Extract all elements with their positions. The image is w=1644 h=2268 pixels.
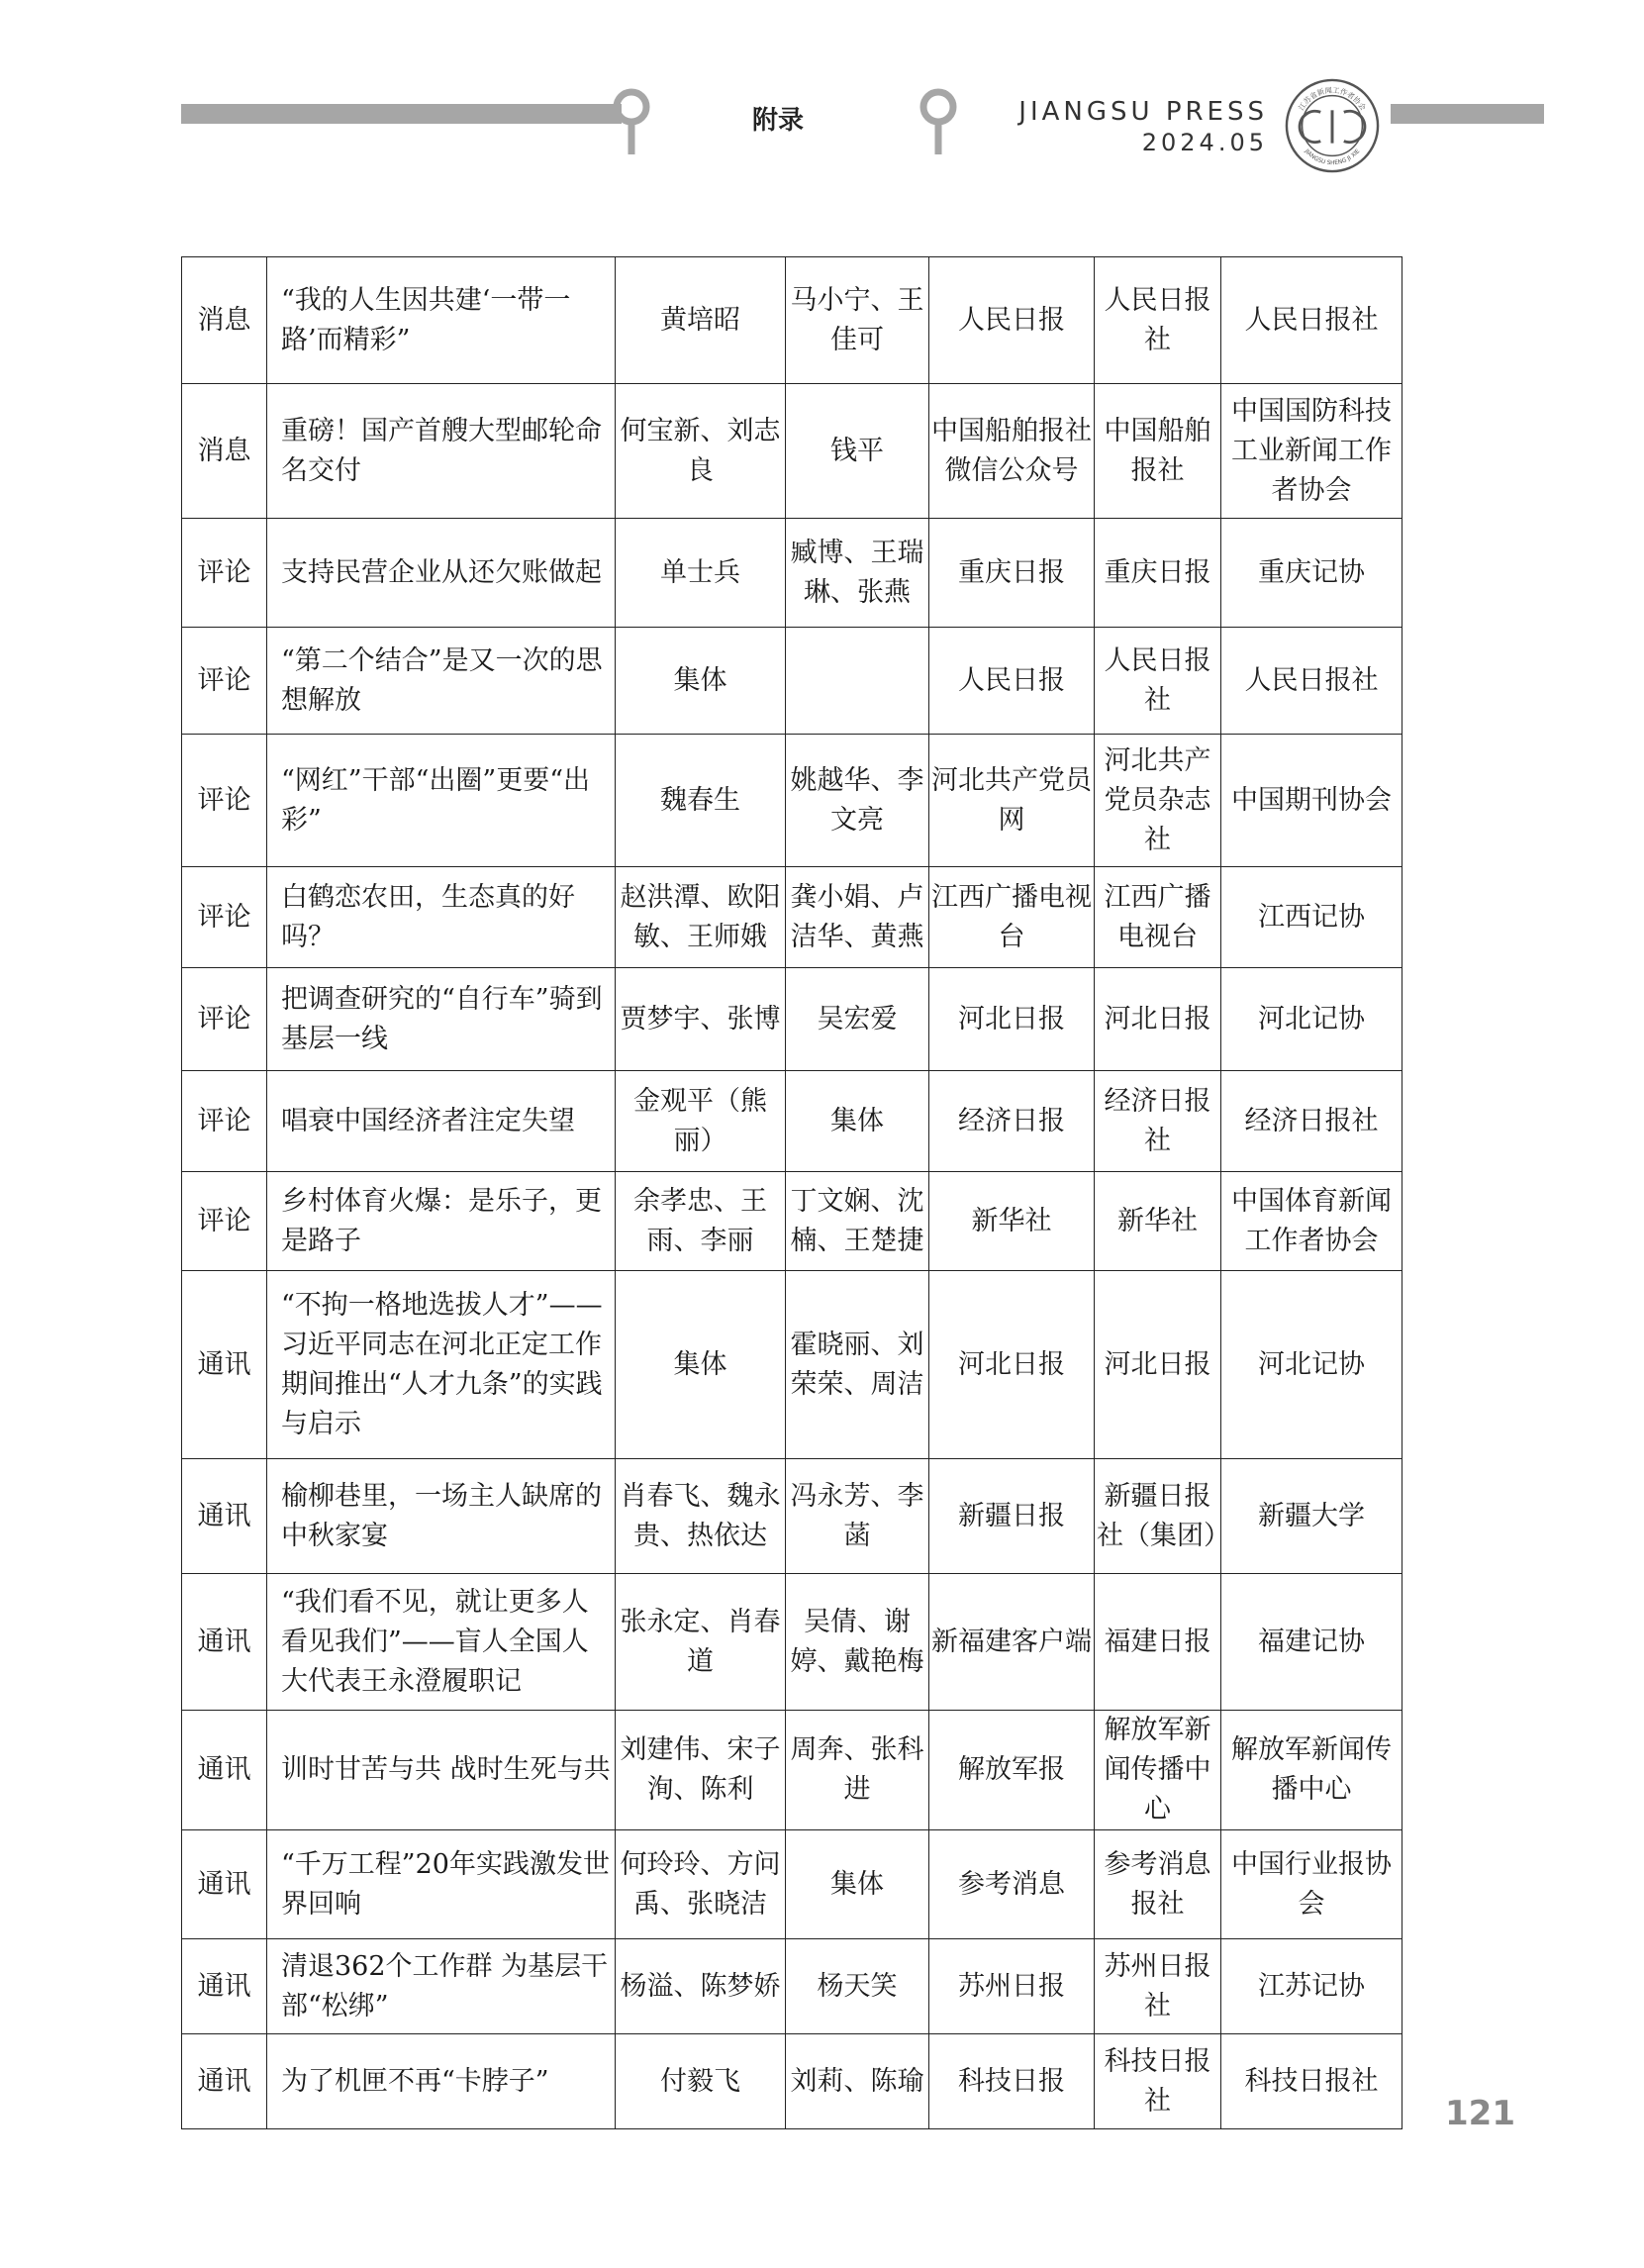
cell-authors: 集体	[616, 1271, 786, 1459]
cell-publisher: 经济日报社	[1095, 1071, 1221, 1172]
cell-media: 江西广播电视台	[929, 867, 1095, 968]
cell-recommender: 经济日报社	[1221, 1071, 1402, 1172]
cell-publisher: 中国船舶报社	[1095, 384, 1221, 519]
association-seal-logo	[1284, 77, 1381, 174]
cell-media: 人民日报	[929, 257, 1095, 384]
cell-type: 评论	[182, 735, 267, 867]
cell-title: 重磅！国产首艘大型邮轮命名交付	[267, 384, 616, 519]
cell-recommender: 科技日报社	[1221, 2034, 1402, 2129]
cell-authors: 杨溢、陈梦娇	[616, 1939, 786, 2034]
cell-recommender: 人民日报社	[1221, 628, 1402, 735]
cell-publisher: 河北共产党员杂志社	[1095, 735, 1221, 867]
cell-editors	[786, 628, 929, 735]
cell-title: 清退362个工作群 为基层干部“松绑”	[267, 1939, 616, 2034]
cell-title: 为了机匣不再“卡脖子”	[267, 2034, 616, 2129]
cell-editors: 冯永芳、李菡	[786, 1459, 929, 1574]
cell-authors: 何玲玲、方问禹、张晓洁	[616, 1830, 786, 1939]
cell-recommender: 中国国防科技工业新闻工作者协会	[1221, 384, 1402, 519]
cell-publisher: 解放军新闻传播中心	[1095, 1711, 1221, 1830]
cell-authors: 集体	[616, 628, 786, 735]
cell-editors: 集体	[786, 1830, 929, 1939]
cell-recommender: 中国期刊协会	[1221, 735, 1402, 867]
table-row	[182, 1939, 1402, 2034]
cell-type: 消息	[182, 257, 267, 384]
cell-editors: 丁文娴、沈楠、王楚捷	[786, 1172, 929, 1271]
header-bar-right	[1391, 104, 1544, 124]
table-row	[182, 628, 1402, 735]
awards-table-body	[182, 257, 1402, 2129]
cell-editors: 刘莉、陈瑜	[786, 2034, 929, 2129]
cell-media: 科技日报	[929, 2034, 1095, 2129]
table-row	[182, 2034, 1402, 2129]
cell-title: 乡村体育火爆：是乐子，更是路子	[267, 1172, 616, 1271]
table-row	[182, 1172, 1402, 1271]
cell-editors: 霍晓丽、刘荣荣、周洁	[786, 1271, 929, 1459]
cell-recommender: 江苏记协	[1221, 1939, 1402, 2034]
table-row	[182, 968, 1402, 1071]
cell-authors: 金观平（熊丽）	[616, 1071, 786, 1172]
cell-recommender: 江西记协	[1221, 867, 1402, 968]
svg-text:JIANGSU SHENG JI XIE: JIANGSU SHENG JI XIE	[1303, 148, 1362, 167]
cell-editors: 集体	[786, 1071, 929, 1172]
cell-editors: 龚小娟、卢洁华、黄燕	[786, 867, 929, 968]
cell-media: 新福建客户端	[929, 1574, 1095, 1711]
cell-media: 新华社	[929, 1172, 1095, 1271]
cell-title: “我们看不见，就让更多人看见我们”——盲人全国人大代表王永澄履职记	[267, 1574, 616, 1711]
cell-title: 榆柳巷里，一场主人缺席的中秋家宴	[267, 1459, 616, 1574]
table-row	[182, 1459, 1402, 1574]
press-name: JIANGSU PRESS	[1018, 97, 1268, 127]
cell-media: 河北共产党员网	[929, 735, 1095, 867]
cell-publisher: 福建日报	[1095, 1574, 1221, 1711]
table-row	[182, 1711, 1402, 1830]
cell-publisher: 人民日报社	[1095, 628, 1221, 735]
table-row	[182, 384, 1402, 519]
table-row	[182, 1271, 1402, 1459]
cell-editors: 杨天笑	[786, 1939, 929, 2034]
cell-type: 评论	[182, 519, 267, 628]
cell-publisher: 河北日报	[1095, 968, 1221, 1071]
cell-type: 评论	[182, 628, 267, 735]
cell-authors: 余孝忠、王雨、李丽	[616, 1172, 786, 1271]
cell-publisher: 参考消息报社	[1095, 1830, 1221, 1939]
cell-title: “第二个结合”是又一次的思想解放	[267, 628, 616, 735]
table-row	[182, 1574, 1402, 1711]
cell-media: 河北日报	[929, 968, 1095, 1071]
cell-recommender: 福建记协	[1221, 1574, 1402, 1711]
cell-media: 参考消息	[929, 1830, 1095, 1939]
table-row	[182, 1830, 1402, 1939]
cell-editors: 臧博、王瑞琳、张燕	[786, 519, 929, 628]
cell-editors: 钱平	[786, 384, 929, 519]
cell-authors: 刘建伟、宋子洵、陈利	[616, 1711, 786, 1830]
cell-title: 支持民营企业从还欠账做起	[267, 519, 616, 628]
cell-authors: 黄培昭	[616, 257, 786, 384]
awards-table	[181, 256, 1402, 2129]
table-row	[182, 1071, 1402, 1172]
cell-title: “我的人生因共建‘一带一路’而精彩”	[267, 257, 616, 384]
cell-recommender: 重庆记协	[1221, 519, 1402, 628]
cell-title: “千万工程”20年实践激发世界回响	[267, 1830, 616, 1939]
cell-media: 经济日报	[929, 1071, 1095, 1172]
pin-icon	[612, 87, 651, 156]
header-bar-left	[181, 104, 622, 124]
cell-title: 把调查研究的“自行车”骑到基层一线	[267, 968, 616, 1071]
cell-media: 解放军报	[929, 1711, 1095, 1830]
cell-type: 通讯	[182, 1574, 267, 1711]
table-row	[182, 257, 1402, 384]
cell-type: 通讯	[182, 1830, 267, 1939]
cell-recommender: 河北记协	[1221, 968, 1402, 1071]
cell-type: 通讯	[182, 1271, 267, 1459]
cell-publisher: 人民日报社	[1095, 257, 1221, 384]
issue-date: 2024.05	[1141, 129, 1268, 156]
cell-recommender: 中国体育新闻工作者协会	[1221, 1172, 1402, 1271]
cell-publisher: 科技日报社	[1095, 2034, 1221, 2129]
cell-editors: 周奔、张科进	[786, 1711, 929, 1830]
cell-authors: 魏春生	[616, 735, 786, 867]
cell-publisher: 重庆日报	[1095, 519, 1221, 628]
cell-title: 白鹤恋农田，生态真的好吗？	[267, 867, 616, 968]
svg-text:江苏省新闻工作者协会: 江苏省新闻工作者协会	[1297, 85, 1368, 113]
cell-recommender: 中国行业报协会	[1221, 1830, 1402, 1939]
cell-media: 中国船舶报社微信公众号	[929, 384, 1095, 519]
cell-recommender: 解放军新闻传播中心	[1221, 1711, 1402, 1830]
cell-title: 唱衰中国经济者注定失望	[267, 1071, 616, 1172]
table-row	[182, 519, 1402, 628]
cell-recommender: 新疆大学	[1221, 1459, 1402, 1574]
pin-icon	[919, 87, 958, 156]
cell-authors: 贾梦宇、张博	[616, 968, 786, 1071]
cell-authors: 何宝新、刘志良	[616, 384, 786, 519]
page-number: 121	[1445, 2094, 1515, 2133]
cell-title: 训时甘苦与共 战时生死与共	[267, 1711, 616, 1830]
cell-publisher: 河北日报	[1095, 1271, 1221, 1459]
cell-editors: 姚越华、李文亮	[786, 735, 929, 867]
cell-media: 河北日报	[929, 1271, 1095, 1459]
section-title: 附录	[752, 106, 805, 136]
cell-publisher: 苏州日报社	[1095, 1939, 1221, 2034]
table-row	[182, 867, 1402, 968]
cell-title: “不拘一格地选拔人才”——习近平同志在河北正定工作期间推出“人才九条”的实践与启示	[267, 1271, 616, 1459]
cell-type: 消息	[182, 384, 267, 519]
cell-editors: 吴宏爱	[786, 968, 929, 1071]
cell-type: 通讯	[182, 1459, 267, 1574]
cell-type: 评论	[182, 1071, 267, 1172]
cell-authors: 肖春飞、魏永贵、热依达	[616, 1459, 786, 1574]
cell-type: 评论	[182, 1172, 267, 1271]
cell-media: 新疆日报	[929, 1459, 1095, 1574]
cell-authors: 付毅飞	[616, 2034, 786, 2129]
cell-editors: 马小宁、王佳可	[786, 257, 929, 384]
cell-publisher: 新华社	[1095, 1172, 1221, 1271]
cell-publisher: 江西广播电视台	[1095, 867, 1221, 968]
cell-publisher: 新疆日报社（集团）	[1095, 1459, 1221, 1574]
table-row	[182, 735, 1402, 867]
cell-editors: 吴倩、谢婷、戴艳梅	[786, 1574, 929, 1711]
cell-type: 通讯	[182, 2034, 267, 2129]
cell-media: 人民日报	[929, 628, 1095, 735]
cell-title: “网红”干部“出圈”更要“出彩”	[267, 735, 616, 867]
cell-media: 苏州日报	[929, 1939, 1095, 2034]
cell-recommender: 人民日报社	[1221, 257, 1402, 384]
cell-type: 评论	[182, 968, 267, 1071]
cell-type: 通讯	[182, 1711, 267, 1830]
cell-recommender: 河北记协	[1221, 1271, 1402, 1459]
cell-authors: 单士兵	[616, 519, 786, 628]
cell-type: 通讯	[182, 1939, 267, 2034]
cell-media: 重庆日报	[929, 519, 1095, 628]
cell-authors: 赵洪潭、欧阳敏、王师娥	[616, 867, 786, 968]
cell-type: 评论	[182, 867, 267, 968]
cell-authors: 张永定、肖春道	[616, 1574, 786, 1711]
